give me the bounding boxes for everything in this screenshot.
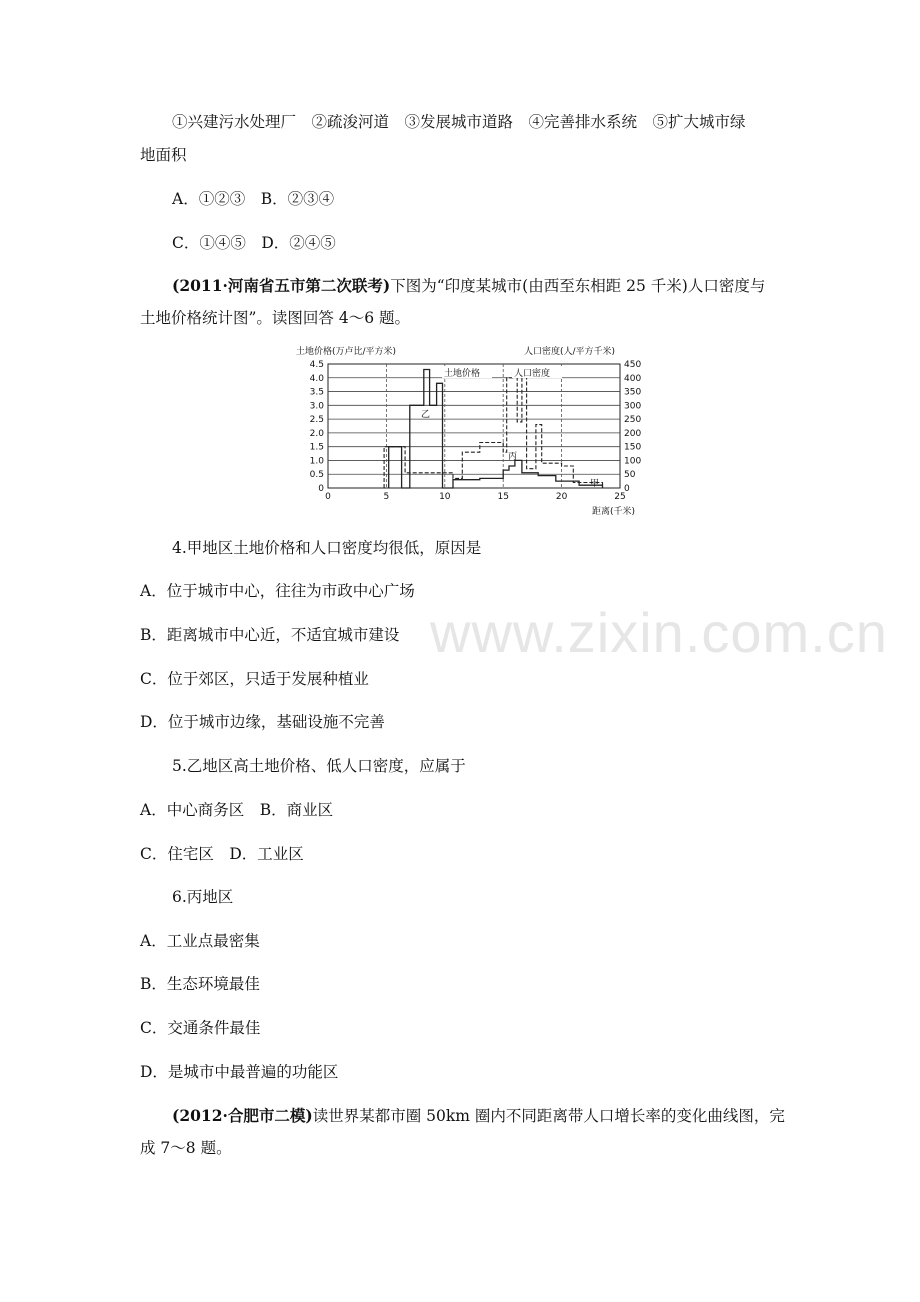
y-right-tick-label: 200: [624, 428, 642, 439]
q4-stem: 4.甲地区土地价格和人口密度均很低，原因是: [172, 539, 482, 557]
y-right-tick-label: 100: [624, 456, 642, 467]
q5-option-cd: C．住宅区 D．工业区: [140, 845, 304, 863]
y-left-tick-label: 4.0: [309, 373, 324, 384]
legend-population: 人口密度: [514, 369, 551, 379]
x-tick-label: 25: [614, 492, 626, 502]
intro1-source: (2011·河南省五市第二次联考): [172, 276, 391, 295]
left-axis-title: 土地价格(万卢比/平方米): [296, 347, 397, 357]
y-right-tick-label: 450: [624, 360, 642, 370]
y-left-tick-label: 1.0: [309, 456, 324, 467]
y-right-tick-label: 150: [624, 442, 642, 453]
q4-option-d: D．位于城市边缘，基础设施不完善: [140, 713, 385, 731]
chart-grid: [328, 364, 620, 488]
land-price-series: [389, 370, 603, 489]
intro1-line2: 土地价格统计图”。读图回答 4～6 题。: [140, 309, 411, 327]
legend-land-price: 土地价格: [444, 369, 481, 379]
intro1-text: 下图为“印度某城市(由西至东相距 25 千米)人口密度与: [390, 277, 766, 295]
q6-stem: 6.丙地区: [172, 888, 234, 906]
label-yi: 乙: [421, 410, 431, 420]
plot-frame: [328, 364, 620, 488]
x-tick-label: 0: [325, 492, 331, 502]
y-left-tick-label: 4.5: [309, 360, 324, 370]
right-axis-title: 人口密度(人/平方千米): [524, 347, 616, 357]
land-price-population-chart: [290, 344, 650, 520]
q4-option-c: C．位于郊区，只适于发展种植业: [140, 670, 369, 688]
x-tick-label: 10: [439, 492, 451, 502]
intro2-line1: [172, 1106, 785, 1126]
y-left-tick-label: 0.5: [309, 470, 324, 481]
population-density-series: [384, 372, 602, 488]
q3-options-line1: ①兴建污水处理厂 ②疏浚河道 ③发展城市道路 ④完善排水系统 ⑤扩大城市绿: [172, 113, 746, 131]
y-right-tick-labels: [624, 360, 641, 494]
q3-choice-ab: A．①②③ B．②③④: [172, 190, 335, 208]
intro2-source: (2012·合肥市二模): [172, 1106, 313, 1125]
intro1-line1: [172, 276, 765, 296]
y-left-tick-label: 2.0: [309, 428, 324, 439]
y-left-tick-label: 2.5: [309, 415, 324, 426]
x-tick-label: 20: [555, 492, 568, 502]
q6-option-a: A．工业点最密集: [140, 932, 260, 950]
y-left-tick-label: 0: [318, 484, 324, 494]
q6-option-d: D．是城市中最普遍的功能区: [140, 1063, 339, 1081]
y-left-tick-label: 3.5: [309, 387, 324, 398]
x-tick-label: 15: [497, 492, 509, 502]
y-right-tick-label: 50: [624, 470, 636, 481]
x-tick-label: 5: [383, 492, 390, 502]
y-right-tick-label: 350: [624, 387, 642, 398]
y-left-tick-label: 3.0: [309, 401, 324, 412]
x-tick-labels: [325, 492, 626, 502]
y-right-tick-label: 400: [624, 373, 642, 384]
intro2-text: 读世界某都市圈 50km 圈内不同距离带人口增长率的变化曲线图，完: [312, 1107, 785, 1125]
q4-option-a: A．位于城市中心，往往为市政中心广场: [140, 582, 415, 600]
q5-option-ab: A．中心商务区 B．商业区: [140, 801, 334, 819]
x-axis-title: 距离(千米): [592, 507, 636, 517]
label-bing: 丙: [508, 452, 518, 462]
label-jia: 甲: [590, 479, 600, 489]
y-left-tick-label: 1.5: [309, 442, 324, 453]
q3-options-line2: 地面积: [140, 146, 187, 164]
q5-stem: 5.乙地区高土地价格、低人口密度，应属于: [172, 757, 466, 775]
y-right-tick-label: 300: [624, 401, 642, 412]
y-left-tick-labels: [310, 360, 325, 494]
q3-choice-cd: C．①④⑤ D．②④⑤: [172, 234, 336, 252]
watermark: www.zixin.com.cn: [430, 601, 888, 664]
y-right-tick-label: 0: [624, 484, 630, 494]
q6-option-b: B．生态环境最佳: [140, 975, 260, 993]
intro2-line2: 成 7～8 题。: [140, 1139, 232, 1157]
q4-option-b: B．距离城市中心近，不适宜城市建设: [140, 626, 400, 644]
q6-option-c: C．交通条件最佳: [140, 1019, 261, 1037]
y-right-tick-label: 250: [624, 415, 642, 426]
